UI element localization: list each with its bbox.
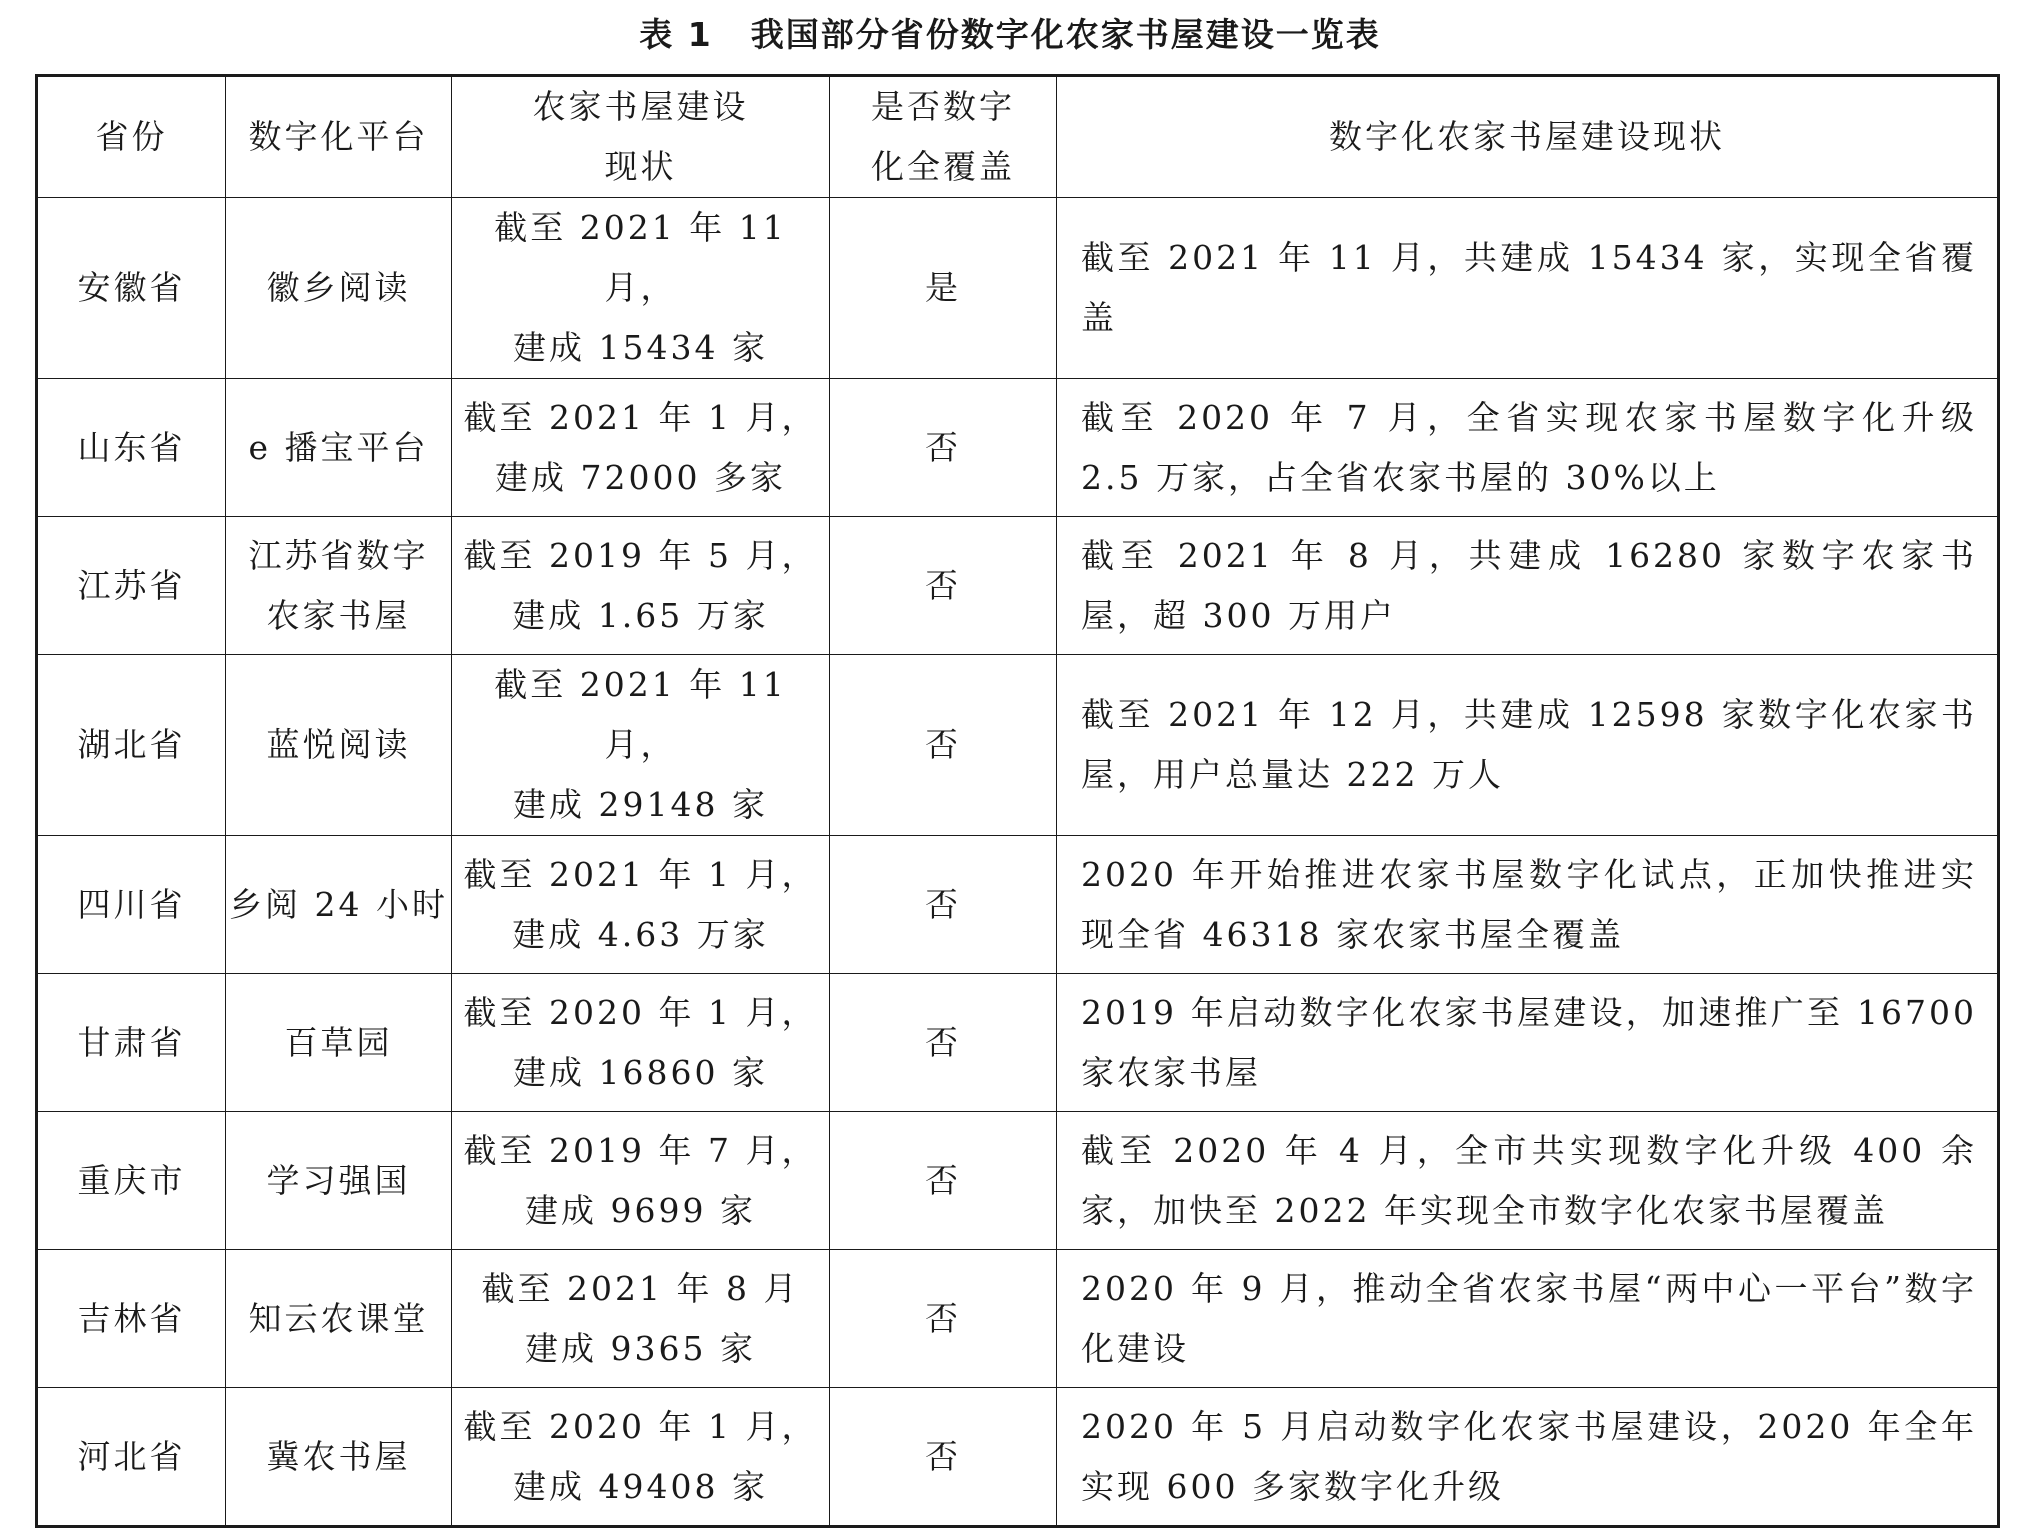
table-header: [37, 76, 1999, 198]
cell-line: 农家书屋建设: [532, 87, 749, 126]
header-status: [1057, 76, 1999, 198]
table-row: [37, 655, 1999, 836]
cell-line: 建成 1.65 万家: [512, 595, 769, 635]
cell-full-coverage: 否: [830, 1388, 1057, 1527]
cell-status: 2019 年启动数字化农家书屋建设，加速推广至 16700 家农家书屋: [1057, 974, 1999, 1112]
cell-line: 截至 2020 年 1 月，: [463, 1406, 818, 1446]
table-row: [37, 1250, 1999, 1388]
cell-province: 四川省: [37, 836, 226, 974]
cell-province: 安徽省: [37, 198, 226, 379]
cell-line: 知云农课堂: [248, 1298, 429, 1338]
header-construction: [452, 76, 830, 198]
cell-full-coverage: 否: [830, 517, 1057, 655]
cell-full-coverage: 否: [830, 655, 1057, 836]
cell-line: 数字化平台: [248, 117, 429, 156]
cell-line: 截至 2021 年 8 月: [481, 1268, 800, 1308]
header-row: [37, 76, 1999, 198]
cell-line: 截至 2021 年 1 月，: [463, 397, 818, 437]
cell-line: 建成 15434 家: [513, 328, 768, 367]
header-full-coverage: [830, 76, 1057, 198]
cell-full-coverage: 否: [830, 1250, 1057, 1388]
table-row: [37, 198, 1999, 379]
cell-line: 徽乡阅读: [266, 268, 411, 307]
table-body: [37, 198, 1999, 1527]
cell-line: 截至 2021 年 11 月，: [494, 208, 787, 307]
cell-construction: [452, 974, 830, 1112]
cell-status: 截至 2020 年 4 月，全市共实现数字化升级 400 余家，加快至 2022 年实现全市数字化农家书屋覆盖: [1057, 1112, 1999, 1250]
cell-construction: [452, 1250, 830, 1388]
cell-full-coverage: 是: [830, 198, 1057, 379]
cell-platform: [226, 1250, 452, 1388]
cell-platform: [226, 379, 452, 517]
cell-platform: [226, 517, 452, 655]
cell-line: 截至 2021 年 1 月，: [463, 854, 818, 894]
cell-status: 截至 2021 年 11 月，共建成 15434 家，实现全省覆盖: [1057, 198, 1999, 379]
cell-construction: [452, 379, 830, 517]
cell-line: 截至 2020 年 1 月，: [463, 992, 818, 1032]
cell-full-coverage: 否: [830, 1112, 1057, 1250]
cell-platform: [226, 974, 452, 1112]
cell-platform: [226, 1388, 452, 1527]
caption-number: 表 1: [639, 15, 713, 54]
cell-construction: [452, 655, 830, 836]
cell-province: 吉林省: [37, 1250, 226, 1388]
cell-line: 冀农书屋: [266, 1436, 411, 1476]
cell-construction: [452, 198, 830, 379]
cell-line: 建成 16860 家: [513, 1052, 768, 1092]
cell-line: 省份: [95, 117, 168, 156]
cell-full-coverage: 否: [830, 836, 1057, 974]
cell-platform: [226, 836, 452, 974]
table-row: [37, 517, 1999, 655]
cell-status: 2020 年开始推进农家书屋数字化试点，正加快推进实现全省 46318 家农家书屋全覆盖: [1057, 836, 1999, 974]
cell-line: 建成 9365 家: [525, 1328, 756, 1368]
cell-line: 截至 2019 年 5 月，: [463, 535, 818, 575]
cell-status: 截至 2021 年 12 月，共建成 12598 家数字化农家书屋，用户总量达 222 万人: [1057, 655, 1999, 836]
table-row: [37, 974, 1999, 1112]
table-row: [37, 1112, 1999, 1250]
header-province: [37, 76, 226, 198]
cell-province: 重庆市: [37, 1112, 226, 1250]
cell-line: 化全覆盖: [871, 147, 1015, 186]
table-caption: [0, 8, 2020, 62]
cell-line: 江苏省数字: [248, 535, 429, 575]
cell-line: 数字化农家书屋建设现状: [1329, 117, 1725, 156]
cell-line: 是否数字: [871, 87, 1015, 126]
header-platform: [226, 76, 452, 198]
cell-line: 建成 72000 多家: [495, 457, 786, 497]
cell-province: 甘肃省: [37, 974, 226, 1112]
cell-province: 湖北省: [37, 655, 226, 836]
cell-platform: [226, 1112, 452, 1250]
table-row: [37, 1388, 1999, 1527]
cell-construction: [452, 836, 830, 974]
cell-full-coverage: 否: [830, 974, 1057, 1112]
cell-line: 蓝悦阅读: [266, 725, 411, 764]
cell-line: 建成 29148 家: [513, 785, 768, 824]
cell-line: e 播宝平台: [248, 427, 429, 467]
cell-line: 现状: [604, 147, 677, 186]
cell-line: 建成 4.63 万家: [512, 914, 769, 954]
cell-line: 学习强国: [266, 1160, 411, 1200]
cell-status: 截至 2021 年 8 月，共建成 16280 家数字农家书屋，超 300 万用户: [1057, 517, 1999, 655]
cell-province: 江苏省: [37, 517, 226, 655]
cell-construction: [452, 1112, 830, 1250]
cell-construction: [452, 1388, 830, 1527]
cell-status: 截至 2020 年 7 月，全省实现农家书屋数字化升级 2.5 万家，占全省农家书屋的 30%以上: [1057, 379, 1999, 517]
cell-line: 建成 49408 家: [513, 1466, 768, 1506]
province-table: [35, 74, 2000, 1528]
cell-line: 截至 2021 年 11 月，: [494, 665, 787, 764]
cell-line: 农家书屋: [266, 595, 411, 635]
cell-province: 河北省: [37, 1388, 226, 1527]
cell-construction: [452, 517, 830, 655]
cell-line: 建成 9699 家: [525, 1190, 756, 1230]
cell-platform: [226, 655, 452, 836]
cell-province: 山东省: [37, 379, 226, 517]
cell-status: 2020 年 5 月启动数字化农家书屋建设，2020 年全年实现 600 多家数字化升级: [1057, 1388, 1999, 1527]
cell-line: 百草园: [284, 1022, 393, 1062]
table-row: [37, 836, 1999, 974]
caption-title: 我国部分省份数字化农家书屋建设一览表: [750, 15, 1381, 54]
cell-full-coverage: 否: [830, 379, 1057, 517]
table-row: [37, 379, 1999, 517]
cell-status: 2020 年 9 月，推动全省农家书屋“两中心一平台”数字化建设: [1057, 1250, 1999, 1388]
cell-platform: [226, 198, 452, 379]
cell-line: 乡阅 24 小时: [229, 884, 448, 924]
cell-line: 截至 2019 年 7 月，: [463, 1130, 818, 1170]
